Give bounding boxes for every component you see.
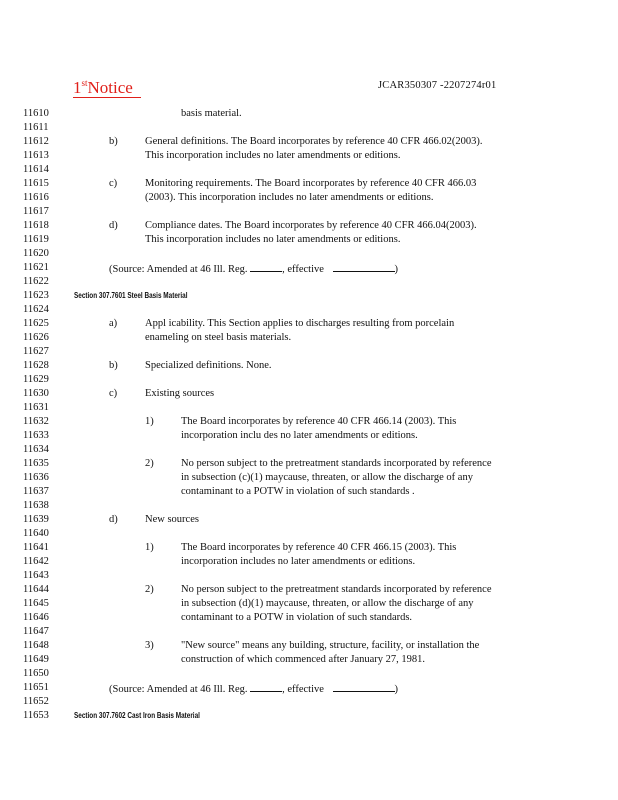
- item-label: c): [109, 178, 118, 189]
- line-number: 11632: [23, 416, 49, 427]
- line-number: 11653: [23, 710, 49, 721]
- body-line: Specialized definitions. None.: [145, 360, 272, 371]
- line-number: 11647: [23, 626, 49, 637]
- line-number: 11631: [23, 402, 49, 413]
- source-note: (Source: Amended at 46 Ill. Reg. , effective ): [109, 684, 399, 695]
- line-number: 11613: [23, 150, 49, 161]
- body-line: incorporation inclu des no later amendments or editions.: [181, 430, 418, 441]
- item-label: a): [109, 318, 118, 329]
- line-number: 11620: [23, 248, 49, 259]
- line-number: 11630: [23, 388, 49, 399]
- line-number: 11625: [23, 318, 49, 329]
- item-label: 1): [145, 416, 154, 427]
- body-line: The Board incorporates by reference 40 CFR 466.14 (2003). This: [181, 416, 457, 427]
- line-number: 11649: [23, 654, 49, 665]
- line-number: 11611: [23, 122, 49, 133]
- line-number: 11648: [23, 640, 49, 651]
- blank-line: [250, 262, 282, 272]
- item-label: d): [109, 514, 118, 525]
- body-line: Appl icability. This Section applies to discharges resulting from porcelain: [145, 318, 455, 329]
- line-number: 11645: [23, 598, 49, 609]
- body-line: incorporation includes no later amendments or editions.: [181, 556, 416, 567]
- line-number: 11621: [23, 262, 49, 273]
- line-number: 11612: [23, 136, 49, 147]
- line-number: 11616: [23, 192, 49, 203]
- line-number: 11634: [23, 444, 49, 455]
- line-number: 11651: [23, 682, 49, 693]
- line-number: 11643: [23, 570, 49, 581]
- body-line: in subsection (c)(1) maycause, threaten, or allow the discharge of any: [181, 472, 473, 483]
- line-number: 11644: [23, 584, 49, 595]
- line-number: 11624: [23, 304, 49, 315]
- line-number: 11619: [23, 234, 49, 245]
- section-heading: Section 307.7602 Cast Iron Basis Material: [74, 711, 200, 720]
- line-number: 11652: [23, 696, 49, 707]
- body-line: contaminant to a POTW in violation of such standards.: [181, 612, 413, 623]
- body-line: New sources: [145, 514, 199, 525]
- body-line: (2003). This incorporation includes no later amendments or editions.: [145, 192, 434, 203]
- section-heading: Section 307.7601 Steel Basis Material: [74, 291, 188, 300]
- body-line: in subsection (d)(1) maycause, threaten, or allow the discharge of any: [181, 598, 474, 609]
- body-line: construction of which commenced after January 27, 1981.: [181, 654, 426, 665]
- line-number: 11618: [23, 220, 49, 231]
- body-line: This incorporation includes no later amendments or editions.: [145, 234, 401, 245]
- line-number: 11629: [23, 374, 49, 385]
- body-line: The Board incorporates by reference 40 CFR 466.15 (2003). This: [181, 542, 457, 553]
- line-number: 11642: [23, 556, 49, 567]
- line-number: 11641: [23, 542, 49, 553]
- body-line: Existing sources: [145, 388, 215, 399]
- item-label: 3): [145, 640, 154, 651]
- line-number: 11646: [23, 612, 49, 623]
- line-number: 11626: [23, 332, 49, 343]
- blank-line: [333, 682, 395, 692]
- item-label: 1): [145, 542, 154, 553]
- item-label: c): [109, 388, 118, 399]
- line-number: 11638: [23, 500, 49, 511]
- line-number: 11635: [23, 458, 49, 469]
- body-line: No person subject to the pretreatment standards incorporated by reference: [181, 584, 492, 595]
- body-line: Compliance dates. The Board incorporates by reference 40 CFR 466.04(2003).: [145, 220, 477, 231]
- body-line: basis material.: [181, 108, 242, 119]
- notice-heading: 1stNotice: [73, 74, 141, 98]
- line-number: 11637: [23, 486, 49, 497]
- item-label: 2): [145, 458, 154, 469]
- blank-line: [333, 262, 395, 272]
- body-line: contaminant to a POTW in violation of such standards .: [181, 486, 415, 497]
- body-line: "New source" means any building, structure, facility, or installation the: [181, 640, 480, 651]
- item-label: d): [109, 220, 118, 231]
- body-line: Monitoring requirements. The Board incorporates by reference 40 CFR 466.03: [145, 178, 477, 189]
- line-number: 11640: [23, 528, 49, 539]
- item-label: b): [109, 136, 118, 147]
- document-id: JCAR350307 -2207274r01: [378, 80, 497, 91]
- line-number: 11628: [23, 360, 49, 371]
- line-number: 11614: [23, 164, 49, 175]
- body-line: This incorporation includes no later amendments or editions.: [145, 150, 401, 161]
- body-line: enameling on steel basis materials.: [145, 332, 292, 343]
- line-number: 11639: [23, 514, 49, 525]
- line-number: 11610: [23, 108, 49, 119]
- body-line: No person subject to the pretreatment standards incorporated by reference: [181, 458, 492, 469]
- line-number: 11650: [23, 668, 49, 679]
- line-number: 11633: [23, 430, 49, 441]
- source-note: (Source: Amended at 46 Ill. Reg. , effective ): [109, 264, 399, 275]
- line-number: 11622: [23, 276, 49, 287]
- line-number: 11636: [23, 472, 49, 483]
- line-number: 11617: [23, 206, 49, 217]
- line-number: 11615: [23, 178, 49, 189]
- body-line: General definitions. The Board incorporates by reference 40 CFR 466.02(2003).: [145, 136, 483, 147]
- item-label: 2): [145, 584, 154, 595]
- blank-line: [250, 682, 282, 692]
- item-label: b): [109, 360, 118, 371]
- line-number: 11627: [23, 346, 49, 357]
- line-number: 11623: [23, 290, 49, 301]
